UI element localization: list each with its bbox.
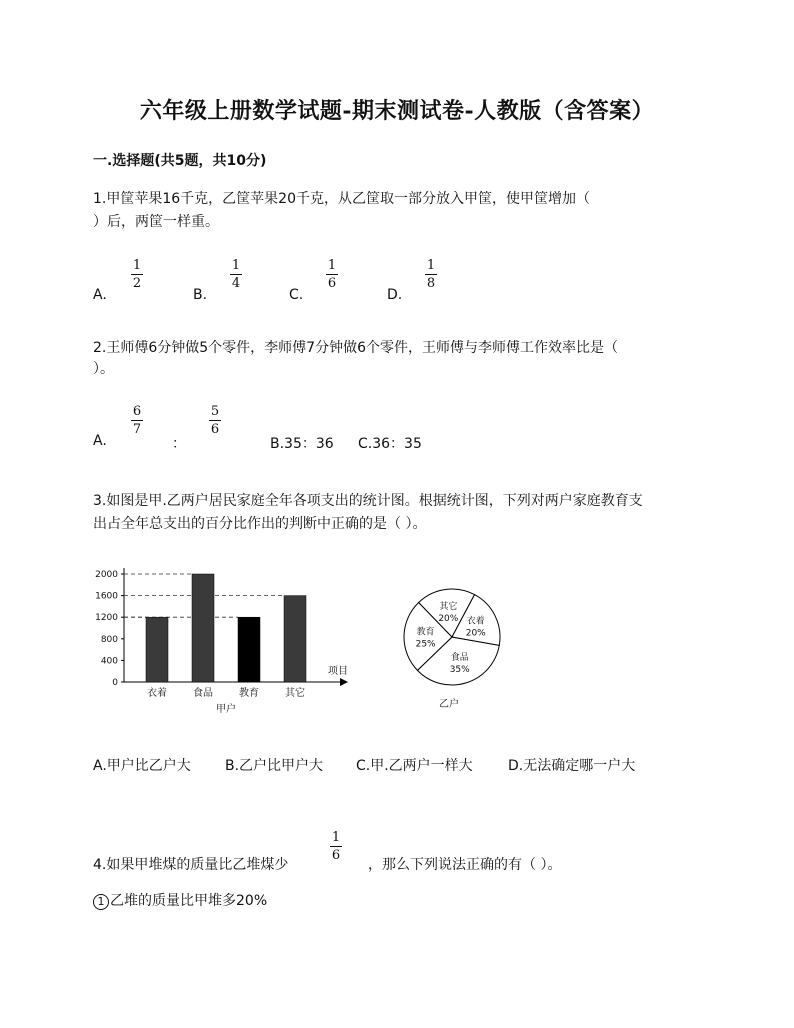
fraction-numerator: 1 — [426, 258, 436, 273]
bar-其它 — [284, 596, 306, 682]
fraction-denominator: 4 — [231, 276, 241, 291]
q4-item-1-text: 乙堆的质量比甲堆多20% — [110, 893, 268, 909]
q1-option-c-letter: C. — [289, 287, 304, 303]
pie-slice-label: 其它 — [439, 601, 458, 612]
fraction-denominator: 6 — [327, 276, 337, 291]
bar-教育 — [238, 617, 260, 682]
q1-option-d-fraction — [425, 258, 437, 291]
fraction-numerator: 5 — [210, 404, 220, 419]
fraction-numerator: 1 — [327, 258, 337, 273]
y-tick-label: 400 — [100, 656, 118, 667]
q4-item-1-marker: 1 — [93, 894, 109, 910]
q2-option-a-letter: A. — [93, 433, 107, 449]
q1-option-d-letter: D. — [387, 287, 403, 303]
q3-option-a: A.甲户比乙户大 — [93, 758, 191, 774]
section-heading: 一.选择题(共5题，共10分) — [93, 153, 267, 169]
fraction-denominator: 6 — [331, 848, 341, 863]
q1-option-c-fraction — [326, 258, 338, 291]
q4-text-before: 4.如果甲堆煤的质量比乙堆煤少 — [93, 857, 289, 873]
q1-option-a-letter: A. — [93, 287, 107, 303]
q4-text-after: ，那么下列说法正确的有（ ）。 — [368, 857, 562, 873]
chart-title: 乙户 — [439, 699, 459, 710]
y-tick-label: 2000 — [95, 570, 118, 580]
fraction-numerator: 1 — [132, 258, 142, 273]
x-axis-arrow-icon — [340, 678, 348, 686]
x-axis-title: 项目 — [328, 666, 348, 677]
q2-option-c: C.36：35 — [358, 436, 422, 452]
y-tick-label: 1600 — [95, 591, 118, 602]
bar-chart-bars — [146, 574, 306, 682]
category-label: 衣着 — [147, 688, 167, 699]
q2-text-line1: 2.王师傅6分钟做5个零件，李师傅7分钟做6个零件，王师傅与李师傅工作效率比是（ — [93, 340, 618, 356]
q2-option-a-fraction-2 — [209, 404, 221, 437]
pie-slice-value: 35% — [449, 665, 470, 676]
q3-option-b: B.乙户比甲户大 — [225, 758, 324, 774]
fraction-denominator: 8 — [426, 276, 436, 291]
fraction-denominator: 7 — [132, 422, 142, 437]
bar-衣着 — [146, 617, 168, 682]
pie-slice-value: 25% — [415, 639, 436, 650]
pie-slice-label: 食品 — [450, 653, 469, 664]
q3-option-c: C.甲.乙两户一样大 — [356, 758, 473, 774]
category-label: 食品 — [193, 688, 213, 699]
q3-text-line1: 3.如图是甲.乙两户居民家庭全年各项支出的统计图。根据统计图，下列对两户家庭教育支 — [93, 493, 643, 509]
fraction-denominator: 6 — [210, 422, 220, 437]
chart-title: 甲户 — [216, 704, 236, 715]
pie-chart-household-b — [395, 585, 525, 710]
category-label: 教育 — [239, 688, 259, 699]
y-tick-label: 0 — [112, 678, 118, 688]
fraction-numerator: 6 — [132, 404, 142, 419]
page-title: 六年级上册数学试题-期末测试卷-人教版（含答案） — [139, 98, 655, 124]
q1-option-b-fraction — [230, 258, 242, 291]
bar-食品 — [192, 574, 214, 682]
q2-option-a-fraction-1 — [131, 404, 143, 437]
q3-text-line2: 出占全年总支出的百分比作出的判断中正确的是（ ）。 — [93, 516, 427, 532]
q1-text-line2: ）后，两筐一样重。 — [93, 214, 219, 230]
fraction-numerator: 1 — [331, 830, 341, 845]
q2-option-a-colon: ： — [172, 436, 186, 452]
q4-fraction — [330, 830, 342, 863]
category-label: 其它 — [285, 688, 305, 699]
bar-chart-labels — [95, 570, 348, 715]
pie-slice-value: 20% — [465, 628, 486, 639]
y-tick-label: 1200 — [95, 613, 118, 624]
q2-text-line2: ）。 — [93, 361, 114, 377]
q3-option-d: D.无法确定哪一户大 — [508, 758, 636, 774]
y-tick-label: 800 — [100, 634, 118, 645]
q1-text-line1: 1.甲筐苹果16千克，乙筐苹果20千克，从乙筐取一部分放入甲筐，使甲筐增加（ — [93, 191, 590, 207]
pie-slice-value: 20% — [438, 613, 459, 624]
fraction-denominator: 2 — [132, 276, 142, 291]
q1-option-a-fraction — [131, 258, 143, 291]
q1-option-b-letter: B. — [193, 287, 208, 303]
pie-slice-label: 教育 — [416, 627, 435, 638]
q2-option-b: B.35：36 — [270, 436, 334, 452]
bar-chart-household-a — [90, 560, 360, 720]
pie-slice-label: 衣着 — [466, 616, 485, 627]
fraction-numerator: 1 — [231, 258, 241, 273]
